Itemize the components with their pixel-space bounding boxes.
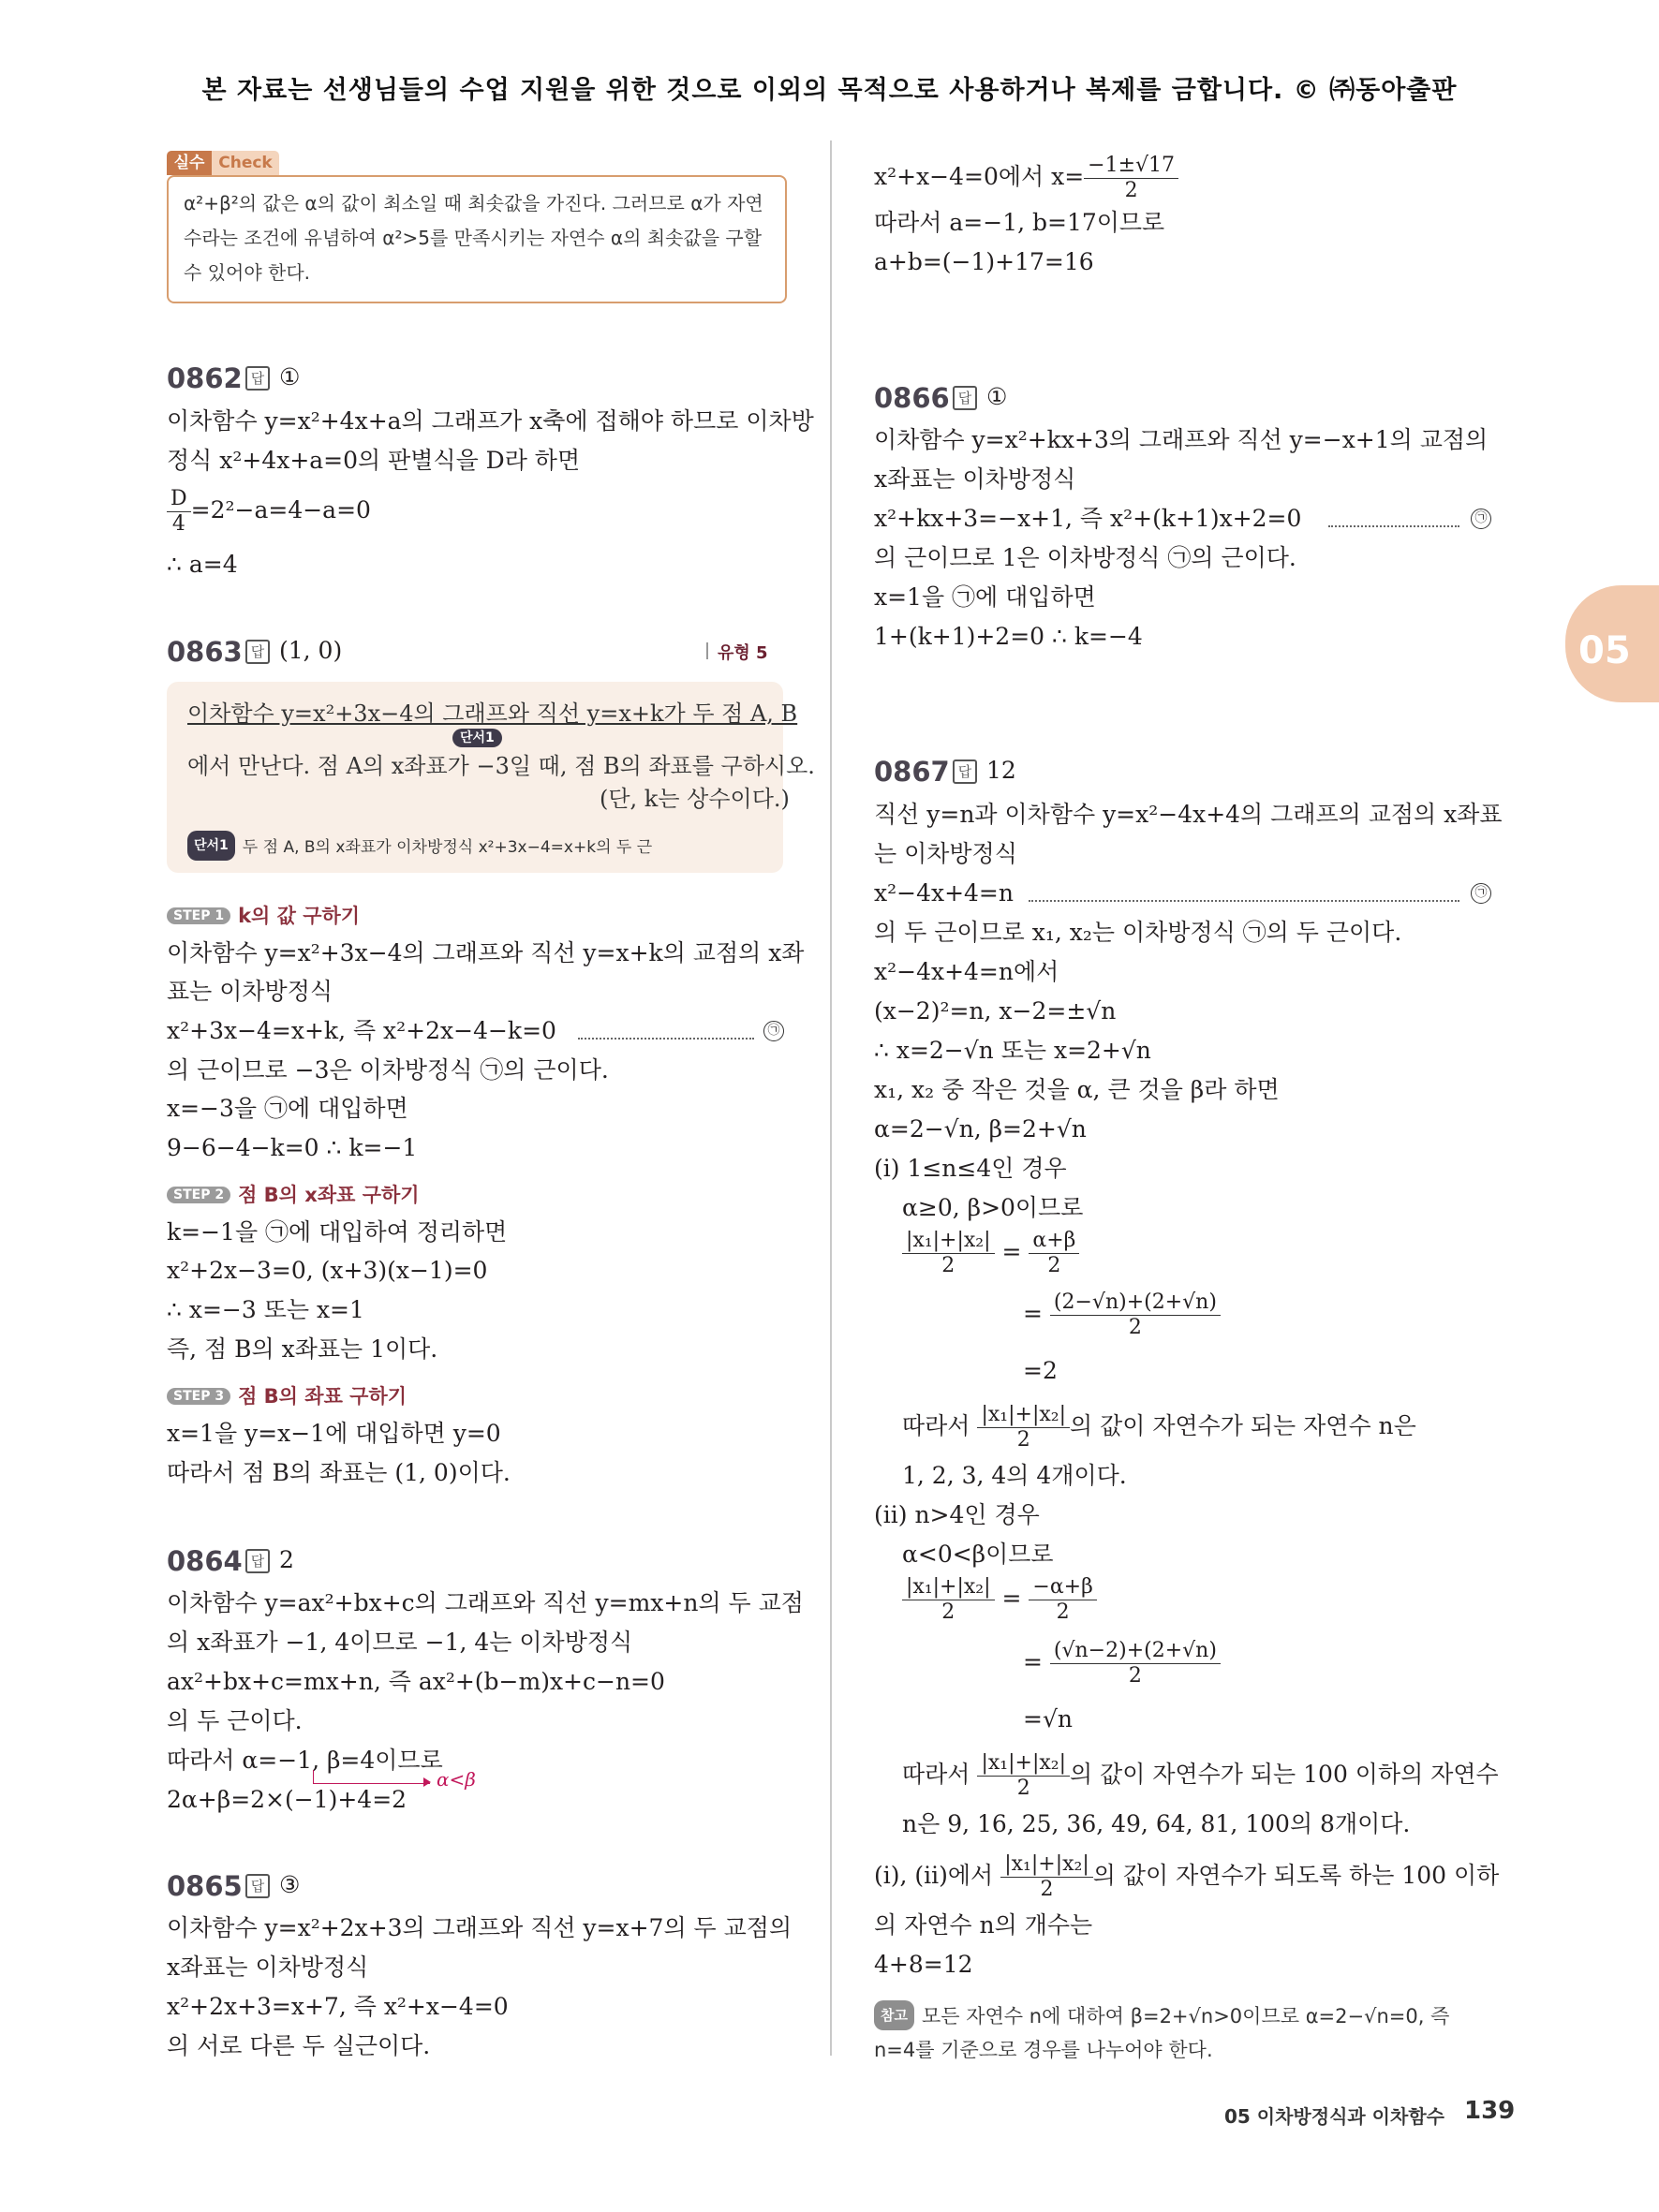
- reference-badge: 참고: [874, 2000, 914, 2030]
- solution-line: $\frac{\text{|x₁|+|x₂|}}{2}$ = $\frac{\alpha+\beta}{2}$: [902, 1229, 1079, 1278]
- solution-line: 따라서 a=−1, b=17이므로: [874, 209, 1165, 236]
- solution-line: 이차함수 y=x²+kx+3의 그래프와 직선 y=−x+1의 교점의: [874, 426, 1489, 453]
- solution-line: =√n: [1023, 1705, 1073, 1733]
- solution-line: [902, 1751, 1499, 1801]
- solution-line: a+b=(−1)+17=16: [874, 248, 1094, 275]
- solution-line: ∴ x=−3 또는 x=1: [167, 1296, 364, 1323]
- fraction: [1050, 1639, 1221, 1688]
- solution-line: 의 x좌표가 −1, 4이므로 −1, 4는 이차방정식: [167, 1629, 633, 1656]
- answer-badge: 답: [245, 366, 270, 391]
- footer-chapter-title: 05 이차방정식과 이차함수: [1224, 2105, 1444, 2128]
- solution-line: 즉, 점 B의 x좌표는 1이다.: [167, 1335, 438, 1363]
- answer-badge: 답: [245, 1549, 270, 1573]
- solution-line: x좌표는 이차방정식: [874, 465, 1076, 493]
- solution-line: 표는 이차방정식: [167, 978, 333, 1005]
- solution-line: 이차함수 y=x²+3x−4의 그래프와 직선 y=x+k의 교점의 x좌: [167, 939, 805, 966]
- step-badge: STEP 3: [167, 1388, 230, 1405]
- problem-number: 0863: [167, 636, 243, 668]
- dotted-leader: [1029, 893, 1459, 911]
- solution-line: 1+(k+1)+2=0 ∴ k=−4: [874, 623, 1143, 650]
- fraction-denominator: 2: [941, 1600, 955, 1624]
- case-heading: (ⅱ) n>4인 경우: [874, 1501, 1040, 1528]
- solution-line: 의 두 근이다.: [167, 1707, 303, 1734]
- fraction: [902, 1229, 995, 1278]
- clue-badge: 단서1: [452, 729, 502, 747]
- reference-note: n=4를 기준으로 경우를 나누어야 한다.: [874, 2039, 1213, 2061]
- dotted-leader: [578, 1031, 754, 1049]
- fraction-numerator: |x₁|+|x₂|: [977, 1751, 1070, 1777]
- text: (ⅰ), (ⅱ)에서: [874, 1862, 994, 1889]
- check-line: 수라는 조건에 유념하여 α²>5를 만족시키는 자연수 α의 최솟값을 구할: [184, 227, 763, 249]
- solution-line: ∴ x=2−√n 또는 x=2+√n: [874, 1037, 1151, 1064]
- answer-value: (1, 0): [279, 637, 343, 664]
- equation: x²+x−4=0에서 x=: [874, 163, 1085, 190]
- solution-line: α=2−√n, β=2+√n: [874, 1115, 1087, 1143]
- equation-marker: [763, 1021, 784, 1041]
- copyright-notice: 본 자료는 선생님들의 수업 지원을 위한 것으로 이외의 목적으로 사용하거나 복제를 금합니다. © ㈜동아출판: [201, 76, 1458, 105]
- solution-line: 따라서 α=−1, β=4이므로: [167, 1747, 443, 1774]
- solution-line: [902, 1403, 1416, 1453]
- step-text: k의 값 구하기: [238, 905, 361, 927]
- solution-line: [874, 1852, 1499, 1902]
- answer-badge: 답: [953, 386, 977, 410]
- fraction-numerator: |x₁|+|x₂|: [902, 1575, 995, 1600]
- text: 의 값이 자연수가 되는 자연수 n은: [1070, 1412, 1416, 1439]
- solution-line: x²+2x+3=x+7, 즉 x²+x−4=0: [167, 1993, 509, 2020]
- fraction-numerator: |x₁|+|x₂|: [977, 1403, 1070, 1428]
- case-heading: (ⅰ) 1≤n≤4인 경우: [874, 1155, 1067, 1182]
- solution-line: α≥0, β>0이므로: [902, 1194, 1084, 1221]
- solution-line: n은 9, 16, 25, 36, 49, 64, 81, 100의 8개이다.: [902, 1810, 1411, 1837]
- problem-number: 0864: [167, 1545, 243, 1577]
- fraction-denominator: 2: [1128, 1316, 1142, 1339]
- question-line: 이차함수 y=x²+3x−4의 그래프와 직선 y=x+k가 두 점 A, B: [187, 700, 798, 727]
- solution-line: x좌표는 이차방정식: [167, 1954, 369, 1981]
- answer: [953, 383, 1007, 410]
- solution-line: 이차함수 y=ax²+bx+c의 그래프와 직선 y=mx+n의 두 교점: [167, 1589, 804, 1616]
- solution-line: α<0<β이므로: [902, 1541, 1054, 1568]
- annotation-arrow: [313, 1770, 430, 1784]
- solution-line: x=1을 y=x−1에 대입하면 y=0: [167, 1420, 501, 1447]
- fraction: [167, 487, 191, 537]
- fraction-numerator: D: [167, 487, 191, 512]
- fraction: [902, 1575, 995, 1625]
- solution-line: 2α+β=2×(−1)+4=2: [167, 1786, 407, 1813]
- problem-number: 0862: [167, 362, 243, 394]
- solution-line: ∴ a=4: [167, 551, 238, 578]
- chapter-number: 05: [1578, 629, 1631, 672]
- answer: [245, 363, 300, 391]
- question-line: 에서 만난다. 점 A의 x좌표가 −3일 때, 점 B의 좌표를 구하시오.: [187, 753, 815, 779]
- check-tab-title: Check: [212, 151, 279, 175]
- fraction: [977, 1403, 1070, 1453]
- answer-value: 12: [986, 757, 1016, 784]
- text: 모든 자연수 n에 대하여 β=2+√n>0이므로 α=2−√n=0, 즉: [921, 2005, 1450, 2028]
- step-badge: STEP 2: [167, 1187, 230, 1203]
- solution-line: 는 이차방정식: [874, 840, 1017, 867]
- fraction: [1029, 1575, 1096, 1625]
- text: 의 값이 자연수가 되도록 하는 100 이하: [1092, 1862, 1500, 1889]
- fraction-denominator: 4: [171, 512, 185, 536]
- problem-number: 0866: [874, 382, 950, 414]
- step-title: [167, 901, 360, 929]
- equation-marker: [1471, 883, 1491, 904]
- fraction-denominator: 2: [1124, 179, 1138, 202]
- solution-line: 이차함수 y=x²+4x+a의 그래프가 x축에 접해야 하므로 이차방: [167, 407, 814, 435]
- step-badge: STEP 1: [167, 907, 230, 924]
- divider-bar: [706, 642, 708, 659]
- solution-line: 의 서로 다른 두 실근이다.: [167, 2032, 431, 2059]
- dotted-leader: [1328, 519, 1459, 537]
- step-title: [167, 1180, 420, 1208]
- step-text: 점 B의 좌표 구하기: [238, 1385, 407, 1408]
- answer: [953, 757, 1016, 784]
- check-line: 수 있어야 한다.: [184, 261, 310, 284]
- fraction: [1084, 154, 1178, 203]
- fraction-numerator: α+β: [1029, 1229, 1079, 1254]
- dots: [1029, 900, 1459, 902]
- problem-number: 0865: [167, 1870, 243, 1902]
- fraction-numerator: |x₁|+|x₂|: [1000, 1852, 1093, 1878]
- text: 의 값이 자연수가 되는 100 이하의 자연수: [1070, 1761, 1499, 1788]
- solution-line: 이차함수 y=x²+2x+3의 그래프와 직선 y=x+7의 두 교점의: [167, 1914, 792, 1941]
- circle-marker: ㉠: [763, 1021, 784, 1041]
- solution-line: 직선 y=n과 이차함수 y=x²−4x+4의 그래프의 교점의 x좌표: [874, 801, 1503, 828]
- answer-badge: 답: [245, 1874, 270, 1898]
- circle-marker: ㉠: [1471, 509, 1491, 529]
- answer: [245, 1546, 294, 1573]
- answer-value: ①: [279, 363, 301, 391]
- fraction: [1000, 1852, 1093, 1902]
- solution-line: k=−1을 ㉠에 대입하여 정리하면: [167, 1218, 508, 1246]
- text: 따라서: [902, 1761, 970, 1788]
- answer-value: ①: [986, 383, 1008, 410]
- fraction-denominator: 2: [1047, 1254, 1061, 1277]
- hint-line: [187, 831, 652, 862]
- check-line: α²+β²의 값은 α의 값이 최소일 때 최솟값을 가진다. 그러므로 α가 자연: [184, 192, 763, 214]
- equation: =2²−a=4−a=0: [190, 496, 371, 524]
- solution-line: 의 두 근이므로 x₁, x₂는 이차방정식 ㉠의 두 근이다.: [874, 919, 1402, 946]
- solution-line: x₁, x₂ 중 작은 것을 α, 큰 것을 β라 하면: [874, 1076, 1280, 1103]
- solution-line: =2: [1023, 1357, 1058, 1384]
- solution-line: x=1을 ㉠에 대입하면: [874, 583, 1096, 611]
- fraction-denominator: 2: [1040, 1878, 1054, 1901]
- text: 따라서: [902, 1412, 970, 1439]
- fraction-numerator: (2−√n)+(2+√n): [1050, 1290, 1221, 1316]
- annotation-note: α<β: [437, 1768, 476, 1791]
- reference-note: [874, 2000, 1449, 2030]
- answer-badge: 답: [245, 640, 270, 664]
- answer-badge: 답: [953, 759, 977, 784]
- answer: [245, 637, 342, 664]
- arrow-head-icon: [423, 1777, 431, 1787]
- hint-badge: 단서1: [187, 831, 235, 861]
- solution-line: x²−4x+4=n: [874, 879, 1014, 907]
- page-number: 139: [1464, 2097, 1516, 2125]
- answer-value: ③: [279, 1871, 301, 1898]
- answer-value: 2: [279, 1546, 294, 1573]
- solution-line: 4+8=12: [874, 1951, 973, 1978]
- fraction-denominator: 2: [1128, 1664, 1142, 1688]
- solution-line: x=−3을 ㉠에 대입하면: [167, 1095, 408, 1122]
- problem-type: 유형 5: [718, 643, 768, 663]
- fraction-numerator: −α+β: [1029, 1575, 1096, 1600]
- fraction: [977, 1751, 1070, 1801]
- column-divider: [830, 140, 832, 2056]
- solution-line: $\frac{\text{|x₁|+|x₂|}}{2}$ = $\frac{-\alpha+\beta}{2}$: [902, 1575, 1097, 1625]
- circle-marker: ㉠: [1471, 883, 1491, 904]
- fraction-denominator: 2: [941, 1254, 955, 1277]
- dots: [578, 1038, 754, 1040]
- solution-line: = $\frac{(2-√n)+(2+√n)}{2}$: [1023, 1290, 1221, 1340]
- solution-line: ax²+bx+c=mx+n, 즉 ax²+(b−m)x+c−n=0: [167, 1668, 665, 1695]
- solution-line: 의 근이므로 −3은 이차방정식 ㉠의 근이다.: [167, 1056, 609, 1084]
- answer: [245, 1871, 300, 1898]
- fraction-denominator: 2: [1016, 1777, 1030, 1800]
- solution-line: x²+2x−3=0, (x+3)(x−1)=0: [167, 1257, 488, 1284]
- solution-line: 정식 x²+4x+a=0의 판별식을 D라 하면: [167, 447, 581, 474]
- step-title: [167, 1381, 407, 1409]
- solution-line: 9−6−4−k=0 ∴ k=−1: [167, 1134, 418, 1161]
- solution-line: 따라서 점 B의 좌표는 (1, 0)이다.: [167, 1459, 511, 1486]
- fraction-numerator: −1±√17: [1084, 154, 1178, 179]
- fraction: [1029, 1229, 1079, 1278]
- fraction: [1050, 1290, 1221, 1340]
- dots: [1328, 525, 1459, 527]
- fraction-numerator: (√n−2)+(2+√n): [1050, 1639, 1221, 1664]
- solution-line: x²+kx+3=−x+1, 즉 x²+(k+1)x+2=0: [874, 505, 1302, 532]
- question-line: (단, k는 상수이다.): [600, 786, 790, 812]
- problem-number: 0867: [874, 756, 950, 788]
- solution-line: 의 근이므로 1은 이차방정식 ㉠의 근이다.: [874, 544, 1296, 571]
- solution-line: = $\frac{(√n-2)+(2+√n)}{2}$: [1023, 1639, 1221, 1688]
- solution-line: [874, 154, 1178, 203]
- check-tab-label: 실수: [167, 151, 212, 175]
- solution-line: (x−2)²=n, x−2=±√n: [874, 997, 1117, 1025]
- solution-line: 의 자연수 n의 개수는: [874, 1911, 1093, 1939]
- fraction-denominator: 2: [1056, 1600, 1070, 1624]
- solution-line: x²+3x−4=x+k, 즉 x²+2x−4−k=0: [167, 1017, 556, 1044]
- equation-marker: [1471, 509, 1491, 529]
- solution-line: x²−4x+4=n에서: [874, 958, 1059, 985]
- step-text: 점 B의 x좌표 구하기: [238, 1184, 420, 1206]
- solution-line: [167, 487, 371, 537]
- hint-text: 두 점 A, B의 x좌표가 이차방정식 x²+3x−4=x+k의 두 근: [242, 838, 653, 857]
- fraction-numerator: |x₁|+|x₂|: [902, 1229, 995, 1254]
- solution-line: 1, 2, 3, 4의 4개이다.: [902, 1462, 1127, 1489]
- fraction-denominator: 2: [1016, 1428, 1030, 1452]
